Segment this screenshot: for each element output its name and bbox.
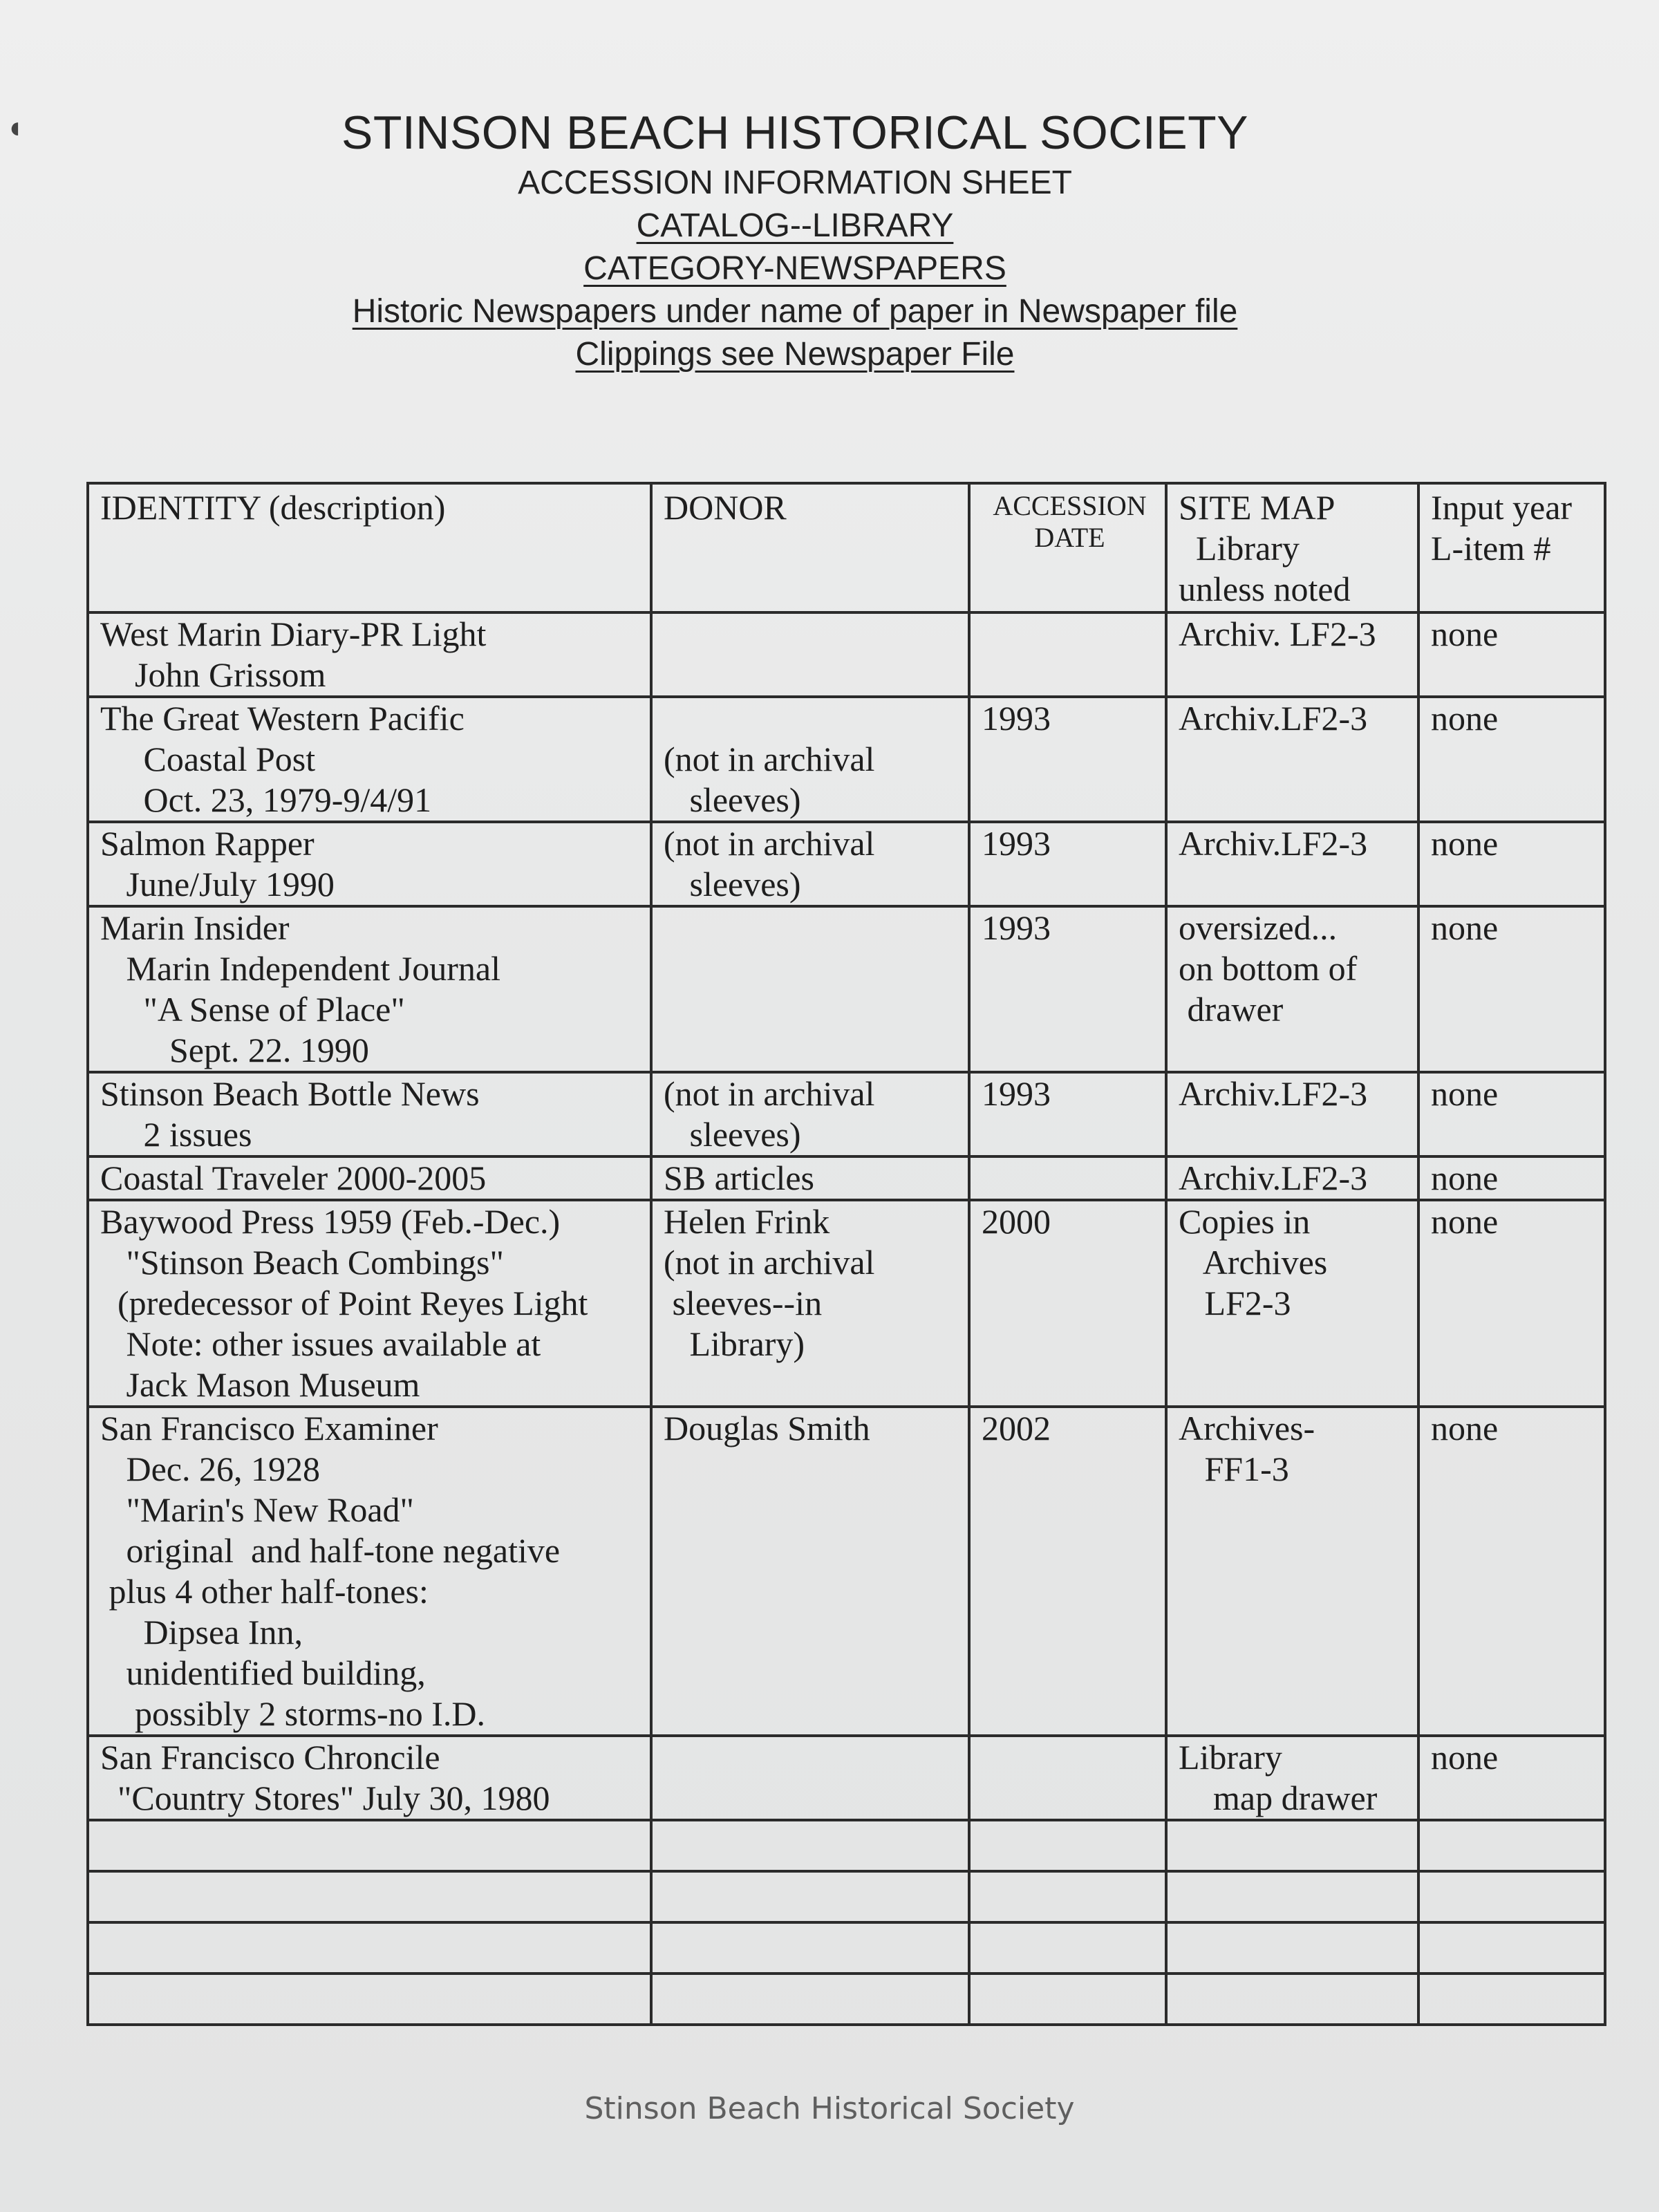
empty-cell xyxy=(651,1820,969,1871)
category-line: CATEGORY-NEWSPAPERS xyxy=(583,250,1006,287)
cell-site: Archiv.LF2-3 xyxy=(1166,1072,1418,1156)
cell-donor: (not in archival sleeves) xyxy=(651,697,969,822)
table-body xyxy=(88,612,1605,2025)
cell-input: none xyxy=(1418,1072,1605,1156)
cell-donor: (not in archival sleeves) xyxy=(651,822,969,906)
empty-cell xyxy=(1166,1922,1418,1974)
table-header-row xyxy=(88,483,1605,612)
cell-identity: Stinson Beach Bottle News 2 issues xyxy=(88,1072,651,1156)
cell-site: Archiv.LF2-3 xyxy=(1166,1156,1418,1200)
cell-identity: Marin Insider Marin Independent Journal "A Sense of Place" Sept. 22. 1990 xyxy=(88,906,651,1072)
table-row xyxy=(88,1200,1605,1407)
column-header-identity: IDENTITY (description) xyxy=(88,483,651,612)
blank-table-row xyxy=(88,1974,1605,2025)
empty-cell xyxy=(651,1922,969,1974)
cell-site: Archiv.LF2-3 xyxy=(1166,822,1418,906)
cell-date xyxy=(969,612,1166,697)
blank-table-row xyxy=(88,1820,1605,1871)
cell-donor: Douglas Smith xyxy=(651,1407,969,1736)
cell-input: none xyxy=(1418,822,1605,906)
cell-date: 2002 xyxy=(969,1407,1166,1736)
cell-input: none xyxy=(1418,906,1605,1072)
cell-date: 1993 xyxy=(969,906,1166,1072)
footer-watermark: Stinson Beach Historical Society xyxy=(584,2091,1075,2126)
cell-identity: Salmon Rapper June/July 1990 xyxy=(88,822,651,906)
cell-identity: The Great Western Pacific Coastal Post Oct. 23, 1979-9/4/91 xyxy=(88,697,651,822)
column-header-site-map: SITE MAP Library unless noted xyxy=(1166,483,1418,612)
cell-site: oversized... on bottom of drawer xyxy=(1166,906,1418,1072)
cell-site: Archives- FF1-3 xyxy=(1166,1407,1418,1736)
cell-site: Archiv. LF2-3 xyxy=(1166,612,1418,697)
cell-date xyxy=(969,1736,1166,1820)
catalog-line: CATALOG--LIBRARY xyxy=(636,207,954,244)
column-header-accession-date: ACCESSION DATE xyxy=(969,483,1166,612)
column-header-input-year: Input year L-item # xyxy=(1418,483,1605,612)
empty-cell xyxy=(1418,1922,1605,1974)
cell-site: Library map drawer xyxy=(1166,1736,1418,1820)
empty-cell xyxy=(969,1871,1166,1922)
empty-cell xyxy=(969,1820,1166,1871)
table-row xyxy=(88,1072,1605,1156)
cell-input: none xyxy=(1418,1407,1605,1736)
cell-identity: West Marin Diary-PR Light John Grissom xyxy=(88,612,651,697)
cell-input: none xyxy=(1418,697,1605,822)
accession-table xyxy=(86,482,1606,2026)
cell-site: Archiv.LF2-3 xyxy=(1166,697,1418,822)
empty-cell xyxy=(88,1871,651,1922)
empty-cell xyxy=(651,1871,969,1922)
staple-hole-icon: ◖ xyxy=(6,111,24,144)
table-row xyxy=(88,822,1605,906)
empty-cell xyxy=(88,1974,651,2025)
cell-date xyxy=(969,1156,1166,1200)
cell-identity: San Francisco Chroncile "Country Stores" July 30, 1980 xyxy=(88,1736,651,1820)
table-row xyxy=(88,906,1605,1072)
cell-identity: Baywood Press 1959 (Feb.-Dec.) "Stinson Beach Combings" (predecessor of Point Reyes Light Note: other issues available at Jack Mason Museum xyxy=(88,1200,651,1407)
empty-cell xyxy=(88,1820,651,1871)
society-title: STINSON BEACH HISTORICAL SOCIETY xyxy=(341,106,1249,159)
table-row xyxy=(88,697,1605,822)
cell-donor xyxy=(651,906,969,1072)
sheet-subtitle: ACCESSION INFORMATION SHEET xyxy=(518,165,1072,201)
table-row xyxy=(88,612,1605,697)
cell-donor: (not in archival sleeves) xyxy=(651,1072,969,1156)
cell-donor xyxy=(651,612,969,697)
cell-date: 1993 xyxy=(969,697,1166,822)
empty-cell xyxy=(969,1974,1166,2025)
empty-cell xyxy=(969,1922,1166,1974)
document-header xyxy=(0,104,1590,376)
cell-input: none xyxy=(1418,612,1605,697)
cell-input: none xyxy=(1418,1200,1605,1407)
table-row xyxy=(88,1156,1605,1200)
cell-input: none xyxy=(1418,1736,1605,1820)
blank-table-row xyxy=(88,1922,1605,1974)
empty-cell xyxy=(1166,1871,1418,1922)
cell-identity: San Francisco Examiner Dec. 26, 1928 "Marin's New Road" original and half-tone negative plus 4 other half-tones: Dipsea Inn, unidentified building, possibly 2 storms-no I.D. xyxy=(88,1407,651,1736)
cell-input: none xyxy=(1418,1156,1605,1200)
empty-cell xyxy=(1166,1974,1418,2025)
table-row xyxy=(88,1736,1605,1820)
empty-cell xyxy=(1418,1974,1605,2025)
cell-donor: SB articles xyxy=(651,1156,969,1200)
cell-date: 2000 xyxy=(969,1200,1166,1407)
cell-donor xyxy=(651,1736,969,1820)
cell-date: 1993 xyxy=(969,1072,1166,1156)
cell-donor: Helen Frink (not in archival sleeves--in Library) xyxy=(651,1200,969,1407)
cell-identity: Coastal Traveler 2000-2005 xyxy=(88,1156,651,1200)
empty-cell xyxy=(88,1922,651,1974)
blank-table-row xyxy=(88,1871,1605,1922)
empty-cell xyxy=(1166,1820,1418,1871)
empty-cell xyxy=(1418,1820,1605,1871)
empty-cell xyxy=(651,1974,969,2025)
empty-cell xyxy=(1418,1871,1605,1922)
table-row xyxy=(88,1407,1605,1736)
column-header-donor: DONOR xyxy=(651,483,969,612)
newspaper-file-note: Historic Newspapers under name of paper in Newspaper file xyxy=(352,293,1238,330)
cell-site: Copies in Archives LF2-3 xyxy=(1166,1200,1418,1407)
cell-date: 1993 xyxy=(969,822,1166,906)
clippings-note: Clippings see Newspaper File xyxy=(575,336,1015,373)
